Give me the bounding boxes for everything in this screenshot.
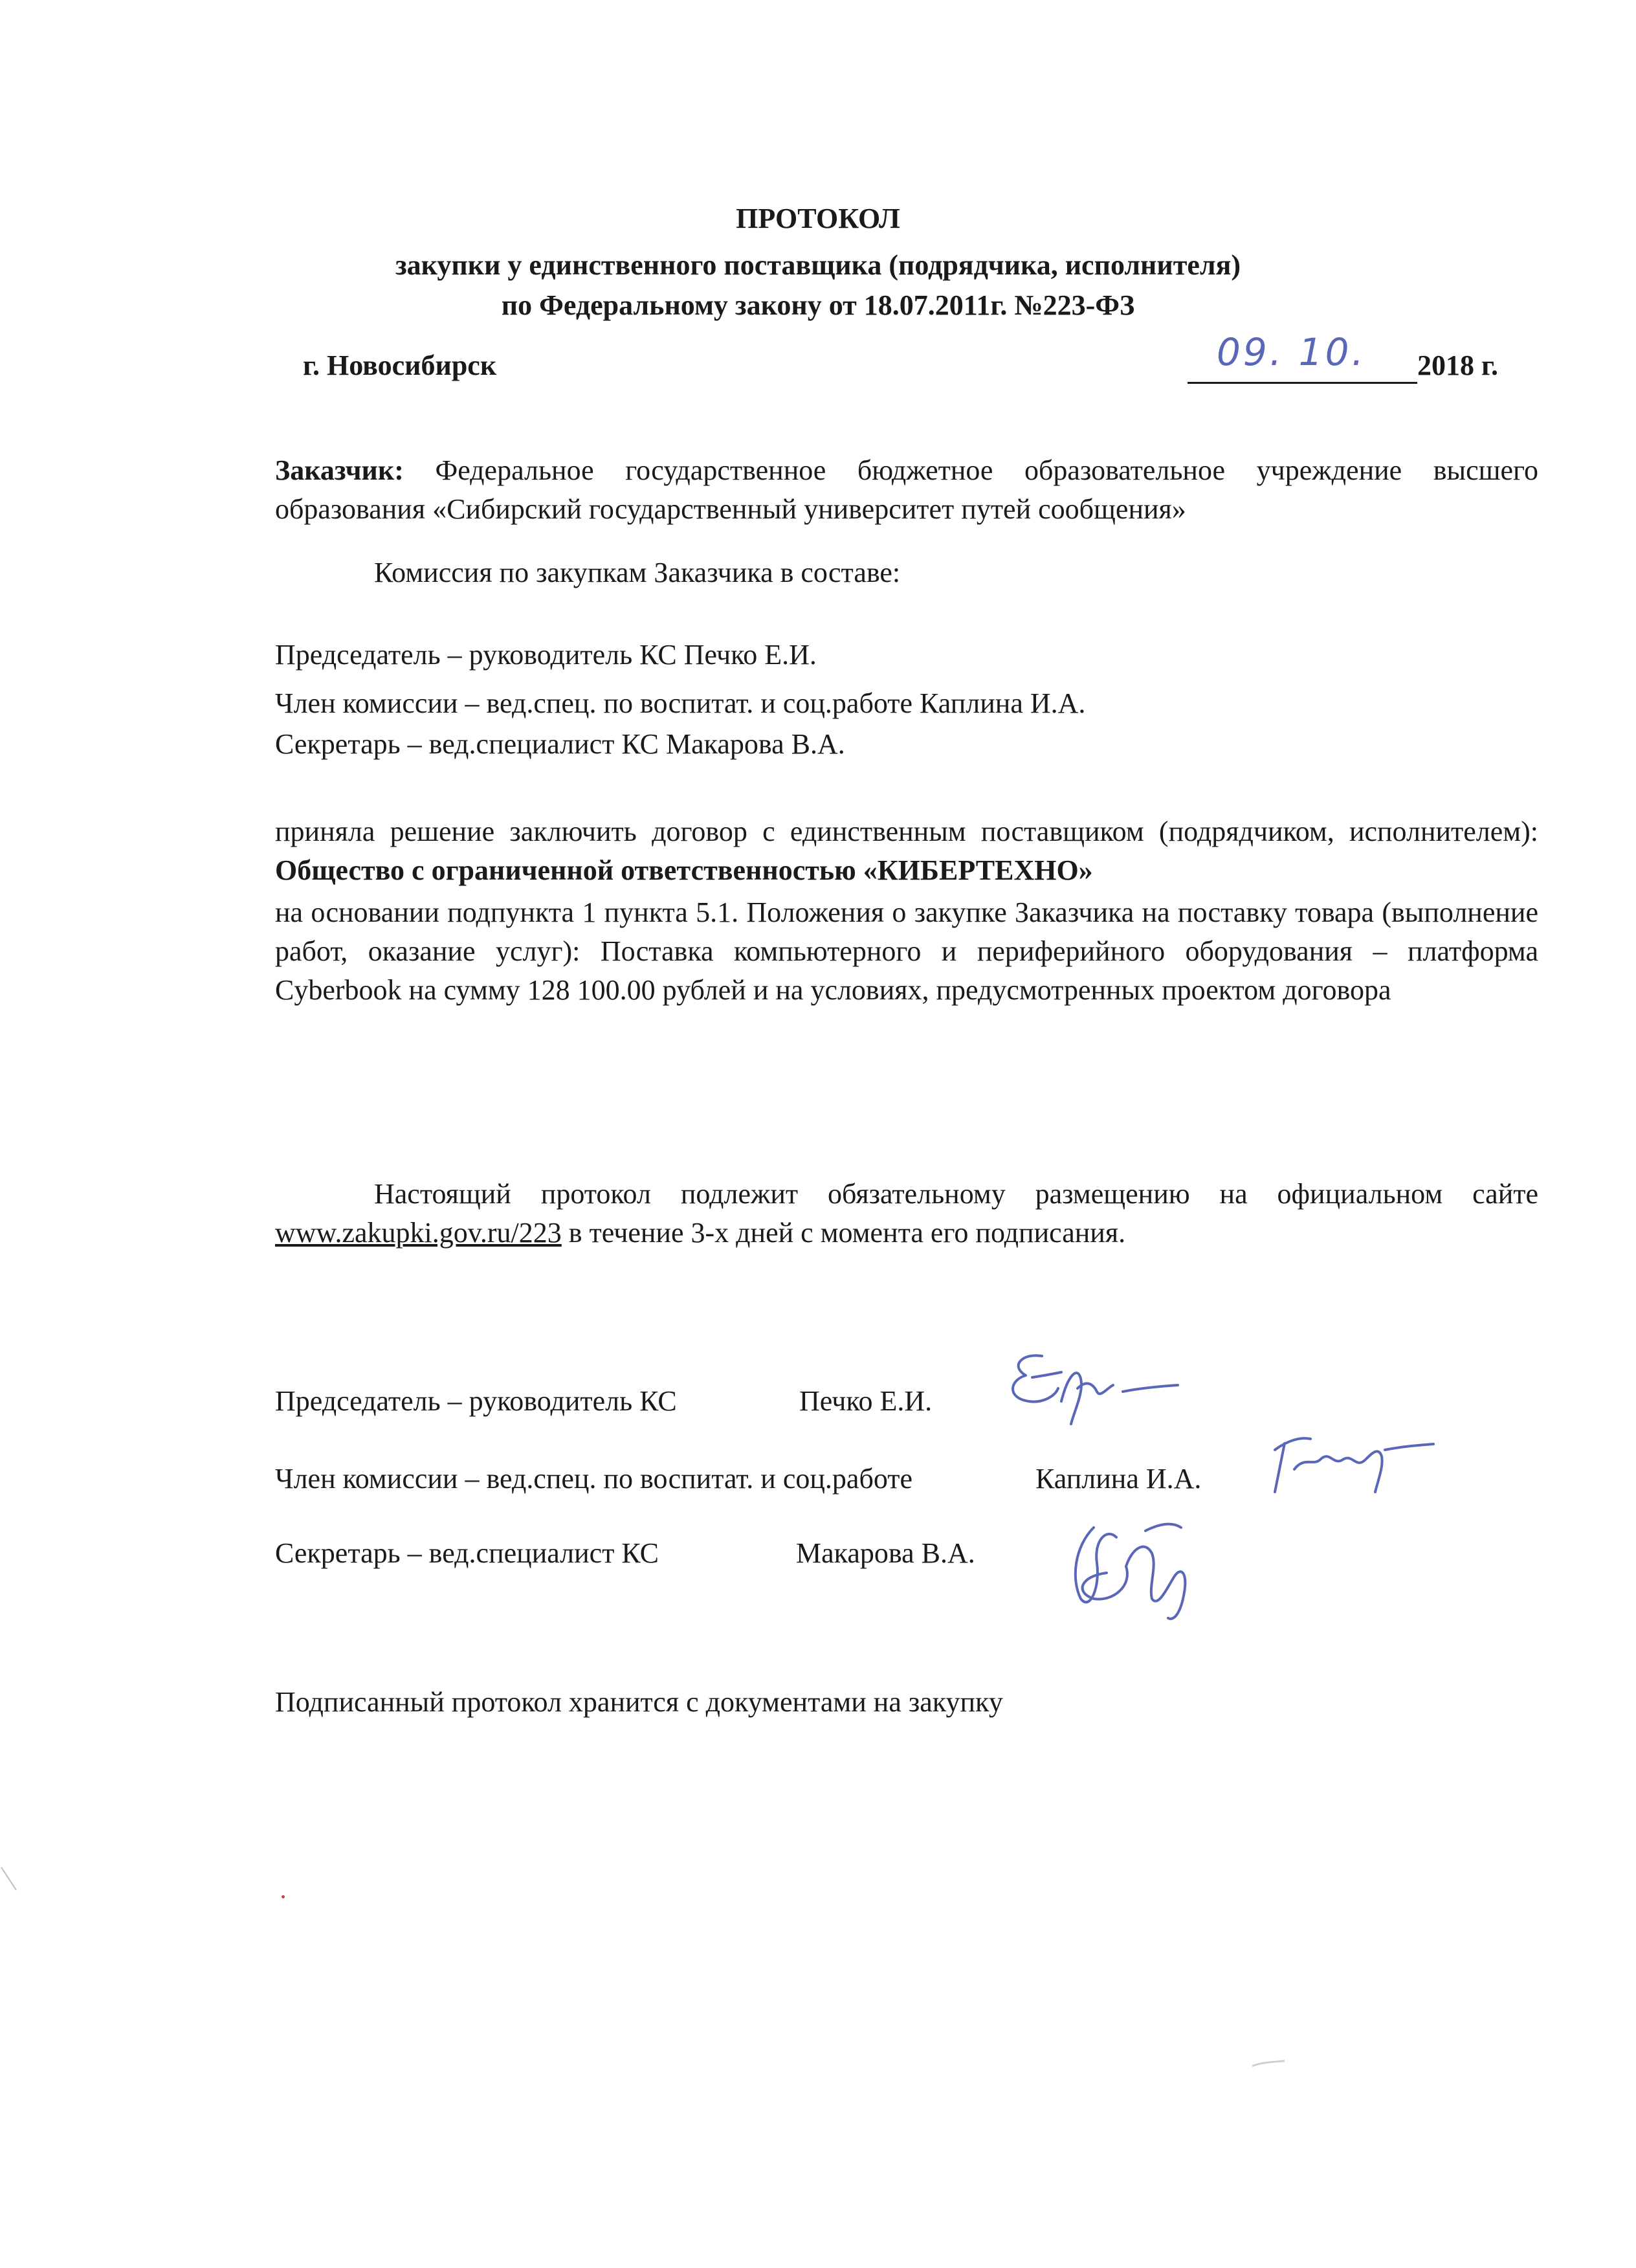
customer-text: Федеральное государственное бюджетное образовательное учреждение высшего образования «Сибирский государственный университет путей сообщения» [275, 454, 1538, 525]
decision-paragraph [275, 812, 1538, 893]
document-title: ПРОТОКОЛ [736, 203, 900, 234]
publication-paragraph [275, 1175, 1538, 1256]
publication-text-start: Настоящий протокол подлежит обязательному размещению на официальном сайте [374, 1178, 1538, 1210]
date-underline [1188, 382, 1417, 384]
publication-text-end: в течение 3-х дней с момента его подписания. [561, 1217, 1126, 1249]
signature-name-secretary: Макарова В.А. [796, 1537, 975, 1569]
footer-note: Подписанный протокол хранится с документами на закупку [275, 1686, 1003, 1718]
commission-member-chair: Председатель – руководитель КС Печко Е.И. [275, 639, 817, 671]
handwritten-date: 09. 10. [1217, 330, 1366, 374]
decision-basis: на основании подпункта 1 пункта 5.1. Положения о закупке Заказчика на поставку товара (выполнение работ, оказание услуг): Поставка компьютерного и периферийного оборудования – платформа Cyberbook на сумму 128 100.00 рублей и на условиях, предусмотренных проектом договора [275, 896, 1538, 1006]
document-subtitle-1: закупки у единственного поставщика (подрядчика, исполнителя) [395, 249, 1241, 281]
supplier-name: Общество с ограниченной ответственностью «КИБЕРТЕХНО» [275, 854, 1093, 886]
scan-edge-mark [0, 1864, 26, 1896]
signature-chair-handwritten [997, 1340, 1191, 1437]
signature-member-handwritten [1249, 1421, 1443, 1505]
scan-speck [282, 1895, 285, 1898]
zakupki-link[interactable]: www.zakupki.gov.ru/223 [275, 1217, 562, 1249]
document-subtitle-2: по Федеральному закону от 18.07.2011г. №223-ФЗ [501, 289, 1135, 321]
signature-role-chair: Председатель – руководитель КС [275, 1385, 677, 1417]
signature-role-secretary: Секретарь – вед.специалист КС [275, 1537, 659, 1569]
year: 2018 г. [1417, 350, 1499, 381]
commission-member-member: Член комиссии – вед.спец. по воспитат. и соц.работе Каплина И.А. [275, 687, 1086, 719]
customer-paragraph [275, 451, 1538, 532]
scan-mark [1249, 2058, 1288, 2071]
commission-intro: Комиссия по закупкам Заказчика в составе: [374, 557, 901, 588]
commission-member-secretary: Секретарь – вед.специалист КС Макарова В.А. [275, 728, 845, 760]
signature-name-chair: Печко Е.И. [799, 1385, 933, 1417]
customer-label: Заказчик: [275, 454, 404, 486]
signature-name-member: Каплина И.А. [1035, 1463, 1202, 1495]
signature-secretary-handwritten [1055, 1502, 1223, 1625]
signature-role-member: Член комиссии – вед.спец. по воспитат. и соц.работе [275, 1463, 913, 1495]
decision-text: приняла решение заключить договор с единственным поставщиком (подрядчиком, исполнителем): [275, 816, 1538, 847]
city: г. Новосибирск [303, 350, 497, 381]
